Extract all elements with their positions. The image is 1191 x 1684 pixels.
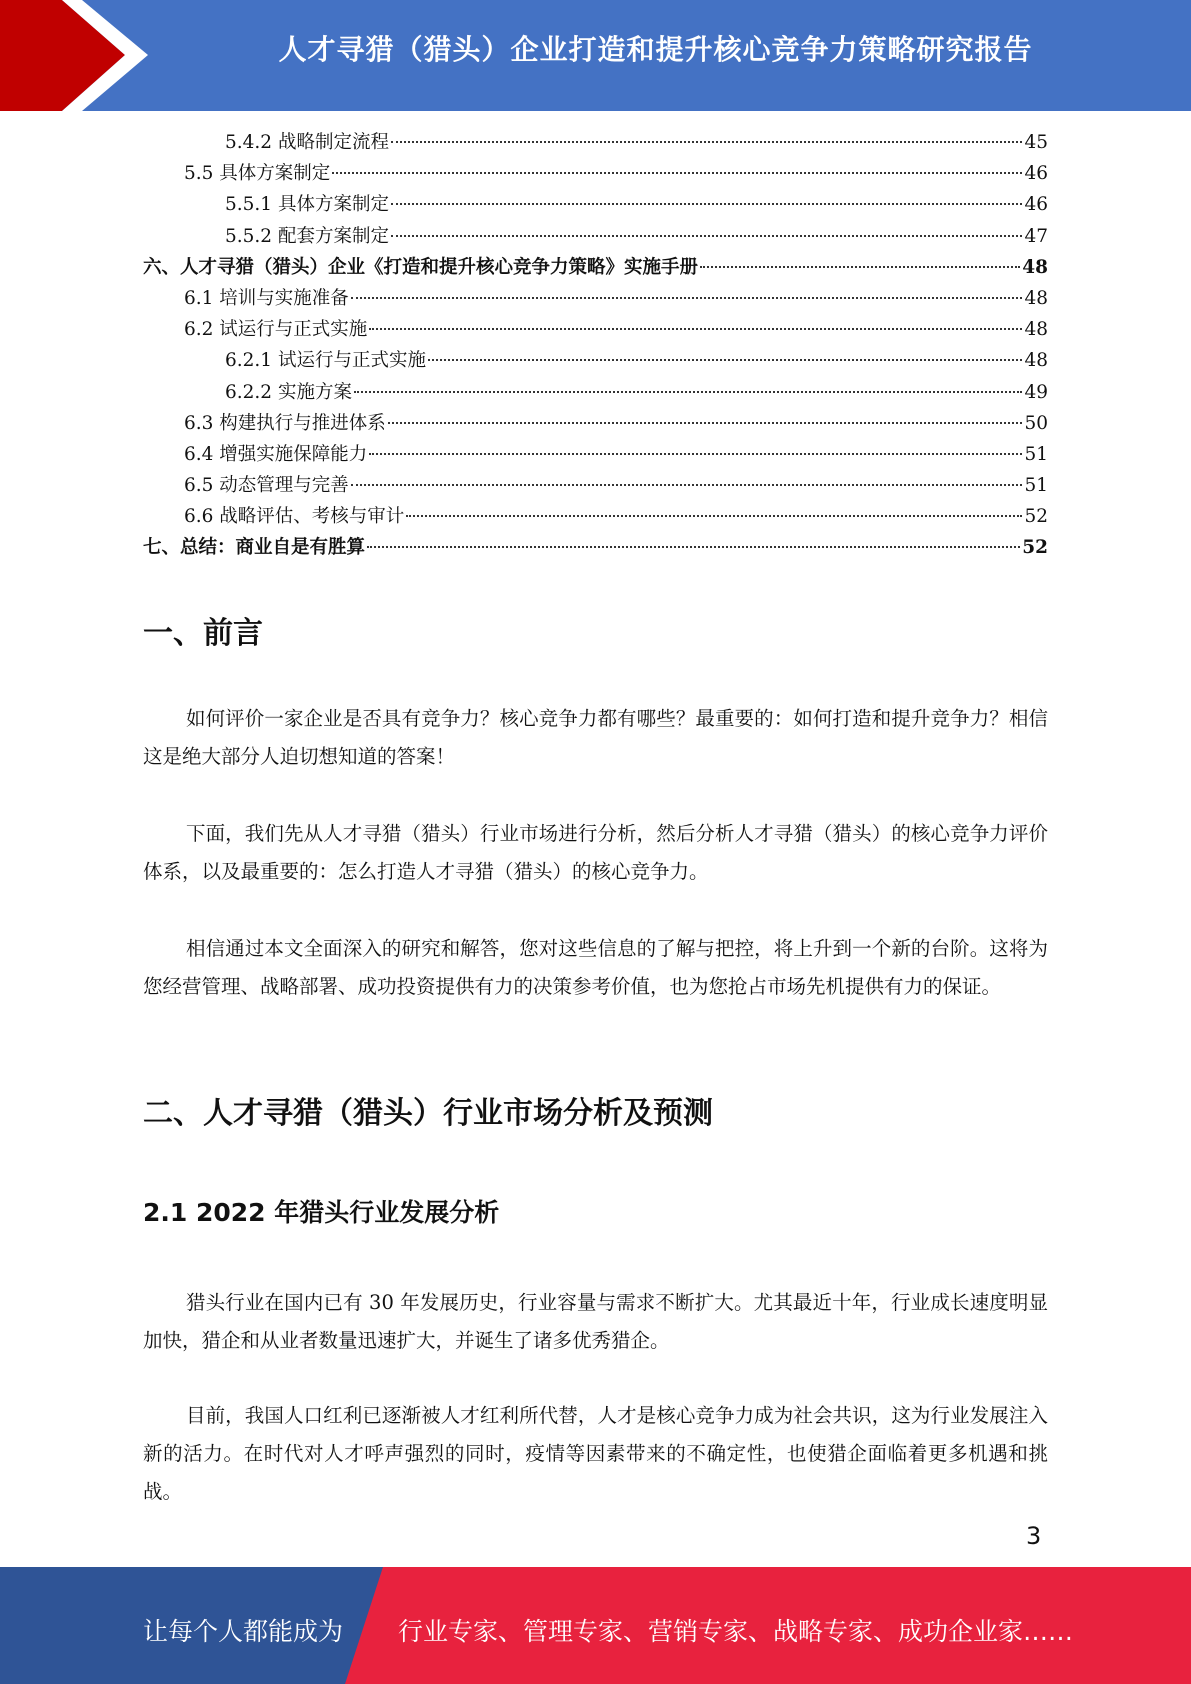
toc-entry-label: 5.5.1 具体方案制定 [225,194,389,216]
toc-entry[interactable] [143,253,1048,284]
toc-entry[interactable] [143,315,1048,346]
toc-entry-page: 49 [1024,381,1048,403]
paragraph: 相信通过本文全面深入的研究和解答，您对这些信息的了解与把控，将上升到一个新的台阶。这将为您经营管理、战略部署、成功投资提供有力的决策参考价值，也为您抢占市场先机提供有力的保证。 [143,937,1048,998]
toc-leader-dots [700,266,1020,268]
toc-leader-dots [351,484,1023,486]
paragraph: 下面，我们先从人才寻猎（猎头）行业市场进行分析，然后分析人才寻猎（猎头）的核心竞争力评价体系，以及最重要的：怎么打造人才寻猎（猎头）的核心竞争力。 [143,822,1048,883]
toc-entry-label: 6.2.2 实施方案 [225,381,352,403]
toc-entry[interactable] [143,159,1048,190]
toc-entry[interactable] [143,378,1048,409]
paragraph: 目前，我国人口红利已逐渐被人才红利所代替，人才是核心竞争力成为社会共识，这为行业发展注入新的活力。在时代对人才呼声强烈的同时，疫情等因素带来的不确定性，也使猎企面临着更多机遇和挑战。 [143,1404,1048,1503]
toc-entry-label: 6.5 动态管理与完善 [184,475,349,497]
toc-entry-label: 6.2.1 试运行与正式实施 [225,350,426,372]
toc-entry-label: 6.6 战略评估、考核与审计 [184,506,405,528]
header-arrow-decoration [0,0,160,111]
toc-entry[interactable] [143,533,1048,564]
page-number: 3 [1026,1522,1042,1550]
toc-leader-dots [391,141,1022,143]
toc-leader-dots [406,515,1022,517]
toc-entry-label: 七、总结：商业自是有胜算 [143,537,366,559]
toc-entry[interactable] [143,128,1048,159]
toc-entry-page: 51 [1024,475,1048,497]
toc-entry-label: 5.5 具体方案制定 [184,163,331,185]
toc-entry[interactable] [143,346,1048,377]
toc-entry-label: 6.3 构建执行与推进体系 [184,412,386,434]
toc-entry[interactable] [143,284,1048,315]
toc-entry-label: 5.4.2 战略制定流程 [225,132,389,153]
toc-entry-page: 48 [1024,287,1048,309]
toc-entry-page: 50 [1024,412,1048,434]
page-header [0,0,1191,111]
toc-leader-dots [391,203,1022,205]
toc-leader-dots [332,172,1022,174]
table-of-contents [143,128,1048,565]
toc-entry-page: 47 [1024,225,1048,247]
toc-leader-dots [367,546,1020,548]
toc-entry-label: 6.4 增强实施保障能力 [184,443,368,465]
toc-leader-dots [388,422,1023,424]
toc-entry-page: 46 [1024,194,1048,216]
page-footer [0,1567,1191,1684]
toc-leader-dots [391,235,1022,237]
footer-slogan-left: 让每个人都能成为 [143,1617,344,1646]
toc-entry-label: 6.1 培训与实施准备 [184,287,349,309]
toc-entry-page: 45 [1024,132,1048,153]
toc-entry-page: 48 [1024,319,1048,341]
paragraph: 如何评价一家企业是否具有竞争力？核心竞争力都有哪些？最重要的：如何打造和提升竞争力？相信这是绝大部分人迫切想知道的答案！ [143,707,1048,768]
toc-entry-label: 6.2 试运行与正式实施 [184,319,368,341]
toc-leader-dots [369,453,1022,455]
section-heading-preface: 一、前言 [143,616,263,651]
paragraph: 猎头行业在国内已有 30 年发展历史，行业容量与需求不断扩大。尤其最近十年，行业成长速度明显加快，猎企和从业者数量迅速扩大，并诞生了诸多优秀猎企。 [143,1291,1048,1352]
header-title: 人才寻猎（猎头）企业打造和提升核心竞争力策略研究报告 [278,33,1033,66]
toc-leader-dots [428,359,1022,361]
toc-entry-page: 48 [1022,256,1048,278]
toc-entry-label: 六、人才寻猎（猎头）企业《打造和提升核心竞争力策略》实施手册 [143,256,699,278]
toc-leader-dots [369,328,1022,330]
toc-entry[interactable] [143,190,1048,221]
toc-entry[interactable] [143,222,1048,253]
toc-entry[interactable] [143,471,1048,502]
toc-entry-label: 5.5.2 配套方案制定 [225,225,389,247]
section-heading-market: 二、人才寻猎（猎头）行业市场分析及预测 [143,1096,713,1131]
toc-entry[interactable] [143,409,1048,440]
toc-entry[interactable] [143,502,1048,533]
toc-entry-page: 48 [1024,350,1048,372]
toc-entry-page: 52 [1024,506,1048,528]
toc-leader-dots [351,297,1023,299]
footer-slogan-right: 行业专家、管理专家、营销专家、战略专家、成功企业家…… [398,1617,1074,1646]
toc-entry-page: 52 [1022,537,1048,559]
toc-entry[interactable] [143,440,1048,471]
toc-leader-dots [354,391,1023,393]
toc-entry-page: 46 [1024,163,1048,185]
subsection-heading: 2.1 2022 年猎头行业发展分析 [143,1198,500,1227]
toc-entry-page: 51 [1024,443,1048,465]
